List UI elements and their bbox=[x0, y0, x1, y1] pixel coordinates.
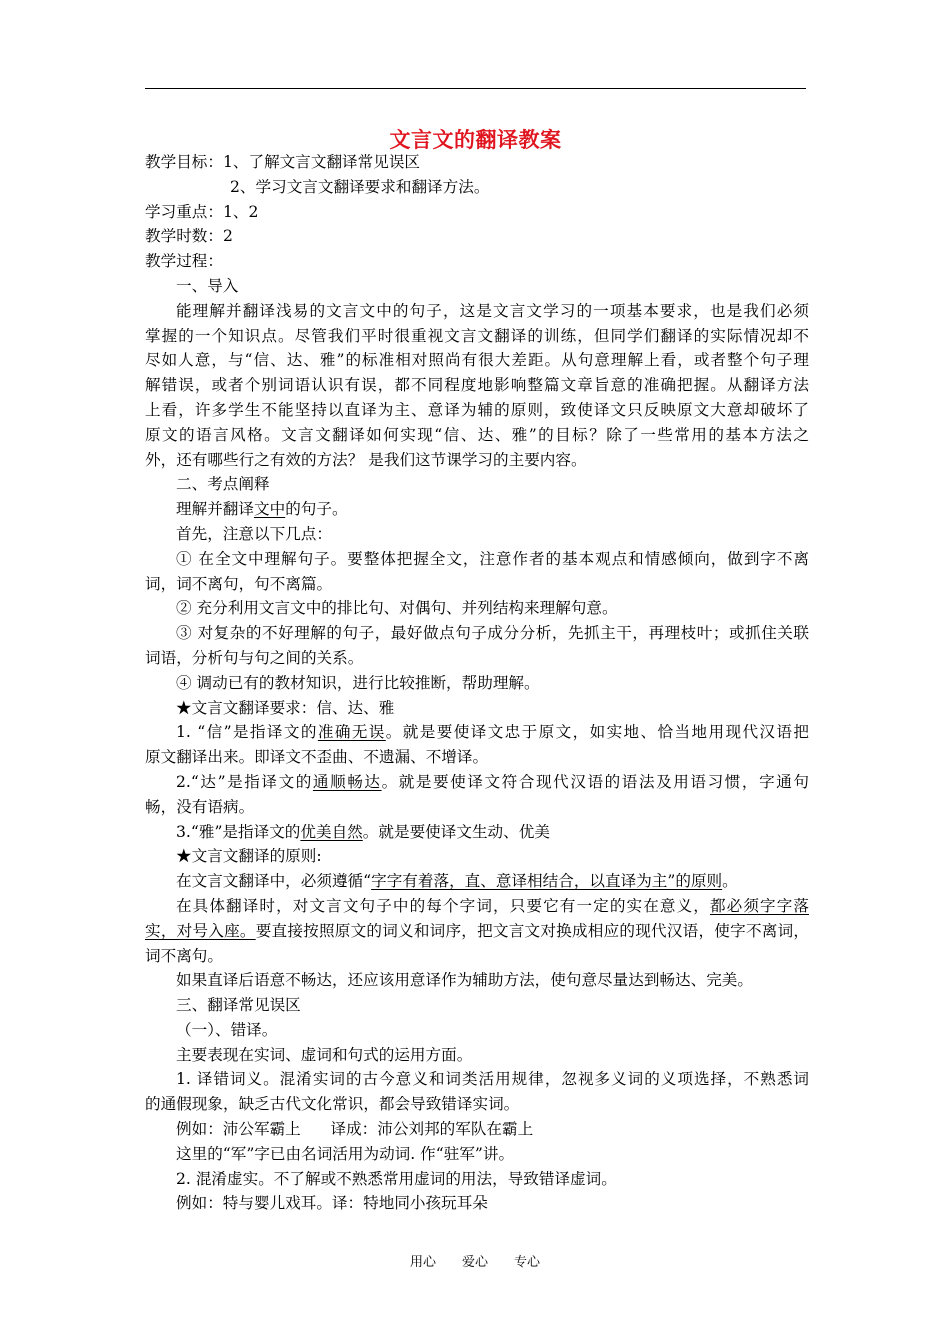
error-2: 2. 混淆虚实。不了解或不熟悉常用虚词的用法，导致错译虚词。 bbox=[176, 1169, 617, 1188]
underlined-text: 都必须字字落 bbox=[709, 896, 809, 915]
principle-2-cont bbox=[145, 919, 809, 944]
intro-line: 解错误，或者个别词语认识有误，都不同程度地影响整篇文章旨意的准确把握。从翻译方法 bbox=[145, 376, 809, 395]
text-run: 。就是要使译文忠于原文，如实地、恰当地用现代汉语把 bbox=[385, 723, 809, 742]
goal-1: 1、了解文言文翻译常见误区 bbox=[222, 153, 421, 171]
underlined-text: 文中 bbox=[253, 500, 286, 519]
goal-2: 2、学习文言文翻译要求和翻译方法。 bbox=[230, 177, 490, 196]
understand-line bbox=[145, 497, 809, 522]
section-heading-intro: 一、导入 bbox=[176, 276, 239, 295]
text-run: 在具体翻译时，对文言文句子中的每个字词，只要它有一定的实在意义， bbox=[176, 896, 710, 915]
document-title: 文言文的翻译教案 bbox=[389, 127, 562, 152]
text-run: 1. “信”是指译文的 bbox=[176, 723, 318, 742]
text-run: 要直接按照原文的词义和词序，把文言文对换成相应的现代汉语，使字不离词， bbox=[255, 921, 809, 940]
text-run: 。就是要使译文符合现代汉语的语法及用语习惯，字通句 bbox=[381, 772, 809, 791]
process-line: 教学过程： bbox=[145, 252, 223, 271]
principle-heading: ★文言文翻译的原则: bbox=[176, 847, 322, 866]
underlined-text: 优美自然 bbox=[300, 822, 363, 841]
requirement-1 bbox=[145, 720, 809, 745]
section-heading-exam: 二、考点阐释 bbox=[176, 475, 270, 494]
intro-line: 原文的语言风格。文言文翻译如何实现“信、达、雅”的目标？除了一些常用的基本方法之 bbox=[145, 425, 809, 444]
errors-sub-1: （一）、错译。 bbox=[176, 1020, 278, 1039]
text-run: 2.“达”是指译文的 bbox=[176, 772, 313, 791]
goal-label: 教学目标： bbox=[145, 153, 223, 171]
text-run: 理解并翻译 bbox=[176, 500, 254, 519]
example-2: 例如：特与婴儿戏耳。译：特地同小孩玩耳朵 bbox=[176, 1194, 488, 1213]
underlined-text: 实，对号入座。 bbox=[145, 921, 256, 940]
principle-2-end: 词不离句。 bbox=[145, 946, 223, 965]
requirement-2-cont: 畅，没有语病。 bbox=[145, 797, 255, 816]
example-1-note: 这里的“军”字已由名词活用为动词. 作“驻军”讲。 bbox=[176, 1144, 515, 1163]
footer-word: 专心 bbox=[514, 1255, 541, 1270]
underlined-text: 字字有着落，直、意译相结合，以直译为主”的原则 bbox=[371, 872, 723, 891]
intro-line: 掌握的一个知识点。尽管我们平时很重视文言文翻译的训练，但同学们翻译的实际情况却不 bbox=[145, 326, 809, 345]
example-1: 例如：沛公军霸上 译成：沛公刘邦的军队在霸上 bbox=[176, 1120, 534, 1139]
intro-line: 上看，许多学生不能坚持以直译为主、意译为辅的原则，致使译文只反映原文大意却破坏了 bbox=[145, 400, 809, 419]
point-2: ② 充分利用文言文中的排比句、对偶句、并列结构来理解句意。 bbox=[176, 599, 618, 618]
page-footer bbox=[0, 1251, 950, 1270]
point-1: ① 在全文中理解句子。要整体把握全文，注意作者的基本观点和情感倾向，做到字不离 bbox=[176, 549, 809, 568]
hours-line: 教学时数：2 bbox=[145, 227, 233, 246]
focus-line: 学习重点：1、2 bbox=[145, 202, 259, 221]
requirement-2 bbox=[145, 770, 809, 795]
text-run: 的句子。 bbox=[285, 500, 348, 519]
footer-word: 爱心 bbox=[461, 1255, 488, 1270]
intro-line: 尽如人意，与“信、达、雅”的标准相对照尚有很大差距。从句意理解上看，或者整个句子理 bbox=[145, 351, 809, 370]
principle-1 bbox=[145, 869, 809, 894]
requirement-3 bbox=[145, 820, 809, 845]
section-heading-errors: 三、翻译常见误区 bbox=[176, 996, 301, 1015]
intro-line: 外，还有哪些行之有效的方法？ 是我们这节课学习的主要内容。 bbox=[145, 450, 587, 469]
header-rule bbox=[145, 88, 806, 89]
requirement-1-cont: 原文翻译出来。即译文不歪曲、不遗漏、不增译。 bbox=[145, 748, 489, 767]
goal-line bbox=[145, 150, 809, 175]
point-1-cont: 词，词不离句，句不离篇。 bbox=[145, 574, 333, 593]
underlined-text: 准确无误 bbox=[317, 723, 386, 742]
footer-word: 用心 bbox=[409, 1255, 436, 1270]
document-body bbox=[145, 150, 809, 1216]
underlined-text: 通顺畅达 bbox=[312, 772, 382, 791]
point-3: ③ 对复杂的不好理解的句子，最好做点句子成分分析，先抓主干，再理枝叶；或抓住关联 bbox=[176, 624, 809, 643]
error-1-cont: 的通假现象，缺乏古代文化常识，都会导致错译实词。 bbox=[145, 1095, 520, 1114]
error-1: 1. 译错词义。混淆实词的古今意义和词类活用规律，忽视多义词的义项选择，不熟悉词 bbox=[176, 1070, 809, 1089]
point-3-cont: 词语，分析句与句之间的关系。 bbox=[145, 648, 364, 667]
principle-2 bbox=[145, 894, 809, 919]
text-run: 3.“雅”是指译文的 bbox=[176, 822, 301, 841]
errors-main: 主要表现在实词、虚词和句式的运用方面。 bbox=[176, 1045, 473, 1064]
point-4: ④ 调动已有的教材知识，进行比较推断，帮助理解。 bbox=[176, 673, 540, 692]
requirements-heading: ★文言文翻译要求：信、达、雅 bbox=[176, 698, 395, 717]
first-line: 首先，注意以下几点： bbox=[176, 524, 332, 543]
text-run: 。 bbox=[722, 872, 738, 891]
text-run: 在文言文翻译中，必须遵循“ bbox=[176, 872, 372, 891]
principle-3: 如果直译后语意不畅达，还应该用意译作为辅助方法，使句意尽量达到畅达、完美。 bbox=[176, 971, 753, 990]
text-run: 。就是要使译文生动、优美 bbox=[362, 822, 550, 841]
intro-line: 能理解并翻译浅易的文言文中的句子，这是文言文学习的一项基本要求，也是我们必须 bbox=[176, 301, 809, 320]
